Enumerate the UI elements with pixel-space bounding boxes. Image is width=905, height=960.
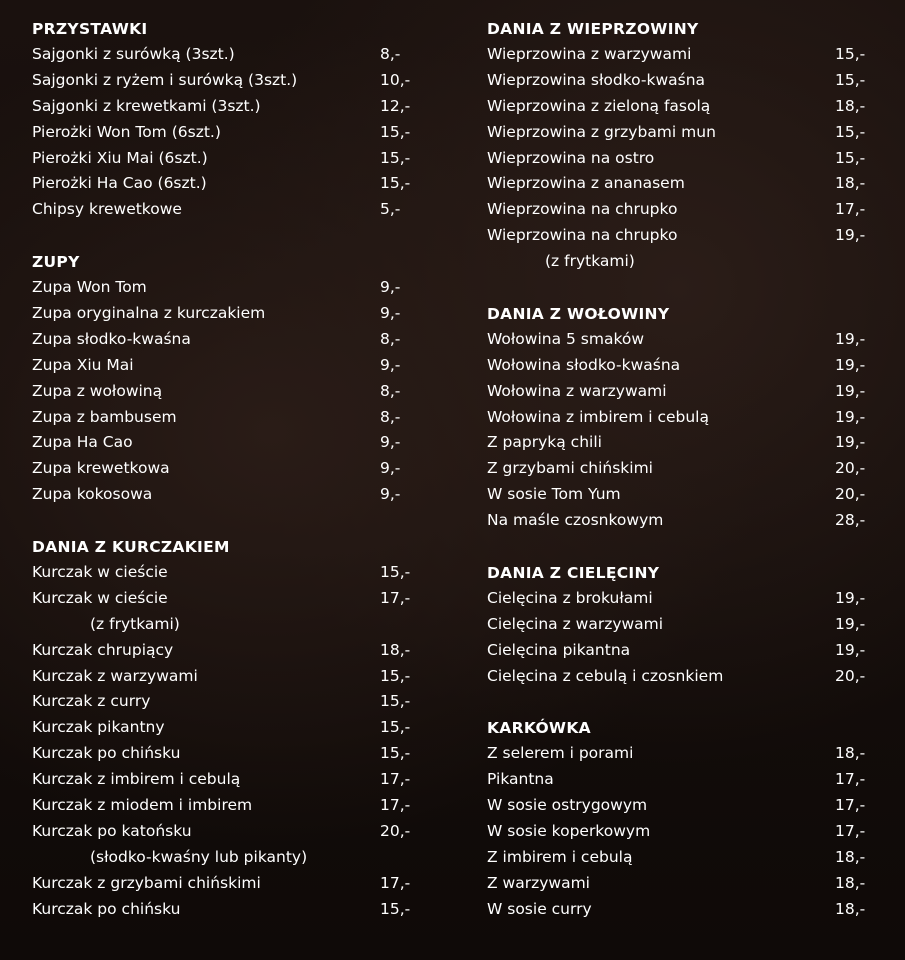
menu-item [487, 664, 887, 690]
menu-item-price: 17,- [380, 588, 411, 607]
menu-item-name: Cielęcina z warzywami [487, 614, 664, 633]
menu-item-name: Zupa krewetkowa [32, 459, 170, 478]
menu-item-price: 15,- [380, 174, 411, 193]
menu-section-dania-z-cieleciny [487, 560, 887, 690]
menu-item [32, 767, 432, 793]
menu-item-name: Sajgonki z krewetkami (3szt.) [32, 96, 261, 115]
menu-item-price: 15,- [380, 148, 411, 167]
menu-item-name: Wieprzowina słodko-kwaśna [487, 70, 706, 89]
menu-item-price: 18,- [835, 744, 866, 763]
menu-item-price: 5,- [380, 200, 401, 219]
section-title: DANIA Z WOŁOWINY [487, 304, 670, 323]
menu-item-name: W sosie Tom Yum [487, 485, 621, 504]
menu-item-name: Zupa oryginalna z kurczakiem [32, 304, 266, 323]
menu-item-price: 18,- [835, 899, 866, 918]
menu-item-price: 19,- [835, 433, 866, 452]
menu-item [487, 171, 887, 197]
menu-item [487, 871, 887, 897]
menu-item-name: Wieprzowina na ostro [487, 148, 655, 167]
menu-item-name: Zupa Won Tom [32, 278, 147, 297]
menu-item-name: Kurczak z imbirem i cebulą [32, 770, 241, 789]
menu-item [487, 120, 887, 146]
menu-item-price: 20,- [380, 821, 411, 840]
menu-item-name: Kurczak w cieście [32, 563, 168, 582]
menu-item-price: 19,- [835, 614, 866, 633]
menu-item [487, 353, 887, 379]
menu-item-name: Kurczak z miodem i imbirem [32, 796, 253, 815]
menu-item [487, 793, 887, 819]
menu-item-name: Zupa Xiu Mai [32, 355, 134, 374]
menu-item-price: 20,- [835, 485, 866, 504]
menu-item [487, 482, 887, 508]
menu-item-price: 17,- [835, 770, 866, 789]
menu-item-price: 19,- [835, 226, 866, 245]
menu-item-price: 9,- [380, 355, 401, 374]
menu-item [32, 379, 432, 405]
menu-item-price: 9,- [380, 278, 401, 297]
menu-item [32, 715, 432, 741]
menu-item-name: Kurczak po chińsku [32, 899, 181, 918]
menu-item [32, 327, 432, 353]
menu-item [487, 197, 887, 223]
menu-item-price: 19,- [835, 640, 866, 659]
menu-item-price: 15,- [380, 666, 411, 685]
menu-item-name: Cielęcina pikantna [487, 640, 631, 659]
menu-item [32, 689, 432, 715]
menu-item [32, 871, 432, 897]
menu-item-name: Zupa z bambusem [32, 407, 177, 426]
menu-item [32, 638, 432, 664]
menu-item-name: Z papryką chili [487, 433, 602, 452]
menu-item-name: Kurczak pikantny [32, 718, 165, 737]
menu-item-price: 19,- [835, 588, 866, 607]
section-title: DANIA Z CIELĘCINY [487, 563, 660, 582]
menu-item-name: Kurczak w cieście [32, 588, 168, 607]
menu-item-price: 18,- [835, 873, 866, 892]
menu-item [487, 508, 887, 534]
menu-item [32, 405, 432, 431]
menu-item-name: Wołowina z warzywami [487, 381, 667, 400]
menu-item-price: 20,- [835, 459, 866, 478]
menu-item [32, 301, 432, 327]
menu-item [32, 275, 432, 301]
menu-item [487, 327, 887, 353]
menu-item-name: Zupa słodko-kwaśna [32, 329, 191, 348]
menu-item [32, 793, 432, 819]
menu-item-name: W sosie ostrygowym [487, 796, 648, 815]
menu-item-price: 18,- [835, 174, 866, 193]
menu-item [32, 560, 432, 586]
menu-item-name: W sosie curry [487, 899, 592, 918]
menu-item [32, 456, 432, 482]
menu-item-price: 15,- [380, 718, 411, 737]
menu-item-name: Chipsy krewetkowe [32, 200, 182, 219]
menu-item [32, 68, 432, 94]
menu-item-name: Cielęcina z cebulą i czosnkiem [487, 666, 724, 685]
menu-section-dania-z-wieprzowiny [487, 16, 887, 275]
menu-item-price: 9,- [380, 485, 401, 504]
menu-item-name: W sosie koperkowym [487, 822, 651, 841]
menu-item [32, 482, 432, 508]
menu-item-name: Zupa Ha Cao [32, 433, 133, 452]
menu-item-price: 15,- [835, 70, 866, 89]
menu-item-price: 15,- [380, 899, 411, 918]
menu-item-price: 17,- [835, 796, 866, 815]
menu-item-name: Zupa z wołowiną [32, 381, 163, 400]
menu-item-price: 15,- [380, 122, 411, 141]
menu-item-name: Z grzybami chińskimi [487, 459, 653, 478]
menu-section-przystawki [32, 16, 432, 223]
menu-section-dania-z-wolowiny [487, 301, 887, 534]
menu-item [32, 42, 432, 68]
menu-item [487, 586, 887, 612]
menu-item-price: 20,- [835, 666, 866, 685]
menu-item [32, 171, 432, 197]
menu-item-name: Sajgonki z surówką (3szt.) [32, 45, 235, 63]
section-title: DANIA Z WIEPRZOWINY [487, 20, 699, 38]
section-title: DANIA Z KURCZAKIEM [32, 538, 230, 557]
menu-item-name: Pierożki Xiu Mai (6szt.) [32, 148, 208, 167]
menu-item [487, 68, 887, 94]
menu-item-name: Cielęcina z brokułami [487, 588, 653, 607]
menu-item [32, 430, 432, 456]
menu-item-name: Pikantna [487, 770, 554, 789]
menu-item-name: Wołowina słodko-kwaśna [487, 355, 681, 374]
menu-item-note: (z frytkami) [545, 252, 635, 271]
menu-item-price: 19,- [835, 381, 866, 400]
menu-item-price: 17,- [835, 822, 866, 841]
menu-item-name: Wieprzowina z grzybami mun [487, 122, 716, 141]
menu-item [32, 94, 432, 120]
menu-item-price: 18,- [380, 640, 411, 659]
menu-item-price: 15,- [380, 563, 411, 582]
menu-item [487, 405, 887, 431]
menu-item-name: Wieprzowina na chrupko [487, 226, 678, 245]
menu-item [32, 586, 432, 612]
menu-item-price: 10,- [380, 70, 411, 89]
menu-item [487, 94, 887, 120]
menu-item-name: Pierożki Won Tom (6szt.) [32, 122, 221, 141]
menu-item [487, 767, 887, 793]
menu-item-price: 17,- [380, 873, 411, 892]
menu-item [487, 897, 887, 923]
menu-item-name: Kurczak po chińsku [32, 744, 181, 763]
menu-item-name: Zupa kokosowa [32, 485, 153, 504]
menu-item-price: 28,- [835, 511, 866, 530]
menu-item-price: 9,- [380, 459, 401, 478]
menu-item-name: Wołowina z imbirem i cebulą [487, 407, 709, 426]
menu-item [487, 430, 887, 456]
menu-item-price: 18,- [835, 847, 866, 866]
menu-item-price: 17,- [380, 796, 411, 815]
menu-item-price: 17,- [380, 770, 411, 789]
menu-item-price: 15,- [380, 692, 411, 711]
menu-item [32, 897, 432, 923]
menu-item [487, 819, 887, 845]
menu-item-price: 8,- [380, 381, 401, 400]
menu-item [487, 146, 887, 172]
menu-item-name: Kurczak z curry [32, 692, 151, 711]
menu-item [32, 120, 432, 146]
menu-item [487, 379, 887, 405]
menu-item-price: 9,- [380, 304, 401, 323]
menu-item-price: 12,- [380, 96, 411, 115]
menu-item-price: 15,- [835, 45, 866, 63]
menu-item [32, 146, 432, 172]
menu-item [487, 845, 887, 871]
menu-item [32, 197, 432, 223]
menu-section-dania-z-kurczakiem [32, 534, 432, 922]
menu-item-price: 18,- [835, 96, 866, 115]
menu-item [32, 353, 432, 379]
menu-item [32, 664, 432, 690]
menu-item-price: 19,- [835, 407, 866, 426]
menu-item-name: Sajgonki z ryżem i surówką (3szt.) [32, 70, 298, 89]
menu-item-name: Wieprzowina na chrupko [487, 200, 678, 219]
menu-column-right [487, 16, 887, 923]
menu-item-price: 8,- [380, 329, 401, 348]
menu-item [487, 741, 887, 767]
menu-item-name: Z imbirem i cebulą [487, 847, 633, 866]
menu-item [487, 612, 887, 638]
menu-item-name: Wołowina 5 smaków [487, 329, 645, 348]
menu-section-karkowka [487, 715, 887, 922]
menu-item-price: 19,- [835, 329, 866, 348]
menu-item [32, 741, 432, 767]
menu-item-name: Kurczak z warzywami [32, 666, 198, 685]
menu-item [487, 42, 887, 68]
menu-item [487, 456, 887, 482]
menu-item-price: 15,- [835, 122, 866, 141]
menu-item-name: Wieprzowina z zieloną fasolą [487, 96, 711, 115]
menu-item-name: Z warzywami [487, 873, 590, 892]
menu-item-name: Pierożki Ha Cao (6szt.) [32, 174, 207, 193]
menu-item-name: Na maśle czosnkowym [487, 511, 664, 530]
menu-section-zupy [32, 249, 432, 508]
menu-item-note: (z frytkami) [90, 614, 180, 633]
menu-item-name: Wieprzowina z ananasem [487, 174, 685, 193]
menu-item [487, 223, 887, 249]
menu-item-price: 9,- [380, 433, 401, 452]
menu-item-price: 17,- [835, 200, 866, 219]
menu-item-price: 15,- [380, 744, 411, 763]
menu-item-price: 19,- [835, 355, 866, 374]
menu-item [487, 638, 887, 664]
menu-item-name: Wieprzowina z warzywami [487, 45, 692, 63]
menu-item-name: Kurczak z grzybami chińskimi [32, 873, 261, 892]
menu-column-left [32, 16, 432, 923]
menu-item-name: Z selerem i porami [487, 744, 634, 763]
menu-item-price: 8,- [380, 407, 401, 426]
menu-item [32, 819, 432, 845]
menu-item-name: Kurczak po katońsku [32, 821, 192, 840]
menu-item-price: 15,- [835, 148, 866, 167]
section-title: ZUPY [32, 253, 80, 272]
menu-item-note: (słodko-kwaśny lub pikanty) [90, 847, 308, 866]
menu-item-name: Kurczak chrupiący [32, 640, 174, 659]
section-title: KARKÓWKA [487, 719, 591, 738]
section-title: PRZYSTAWKI [32, 20, 148, 38]
menu-item-price: 8,- [380, 45, 401, 63]
